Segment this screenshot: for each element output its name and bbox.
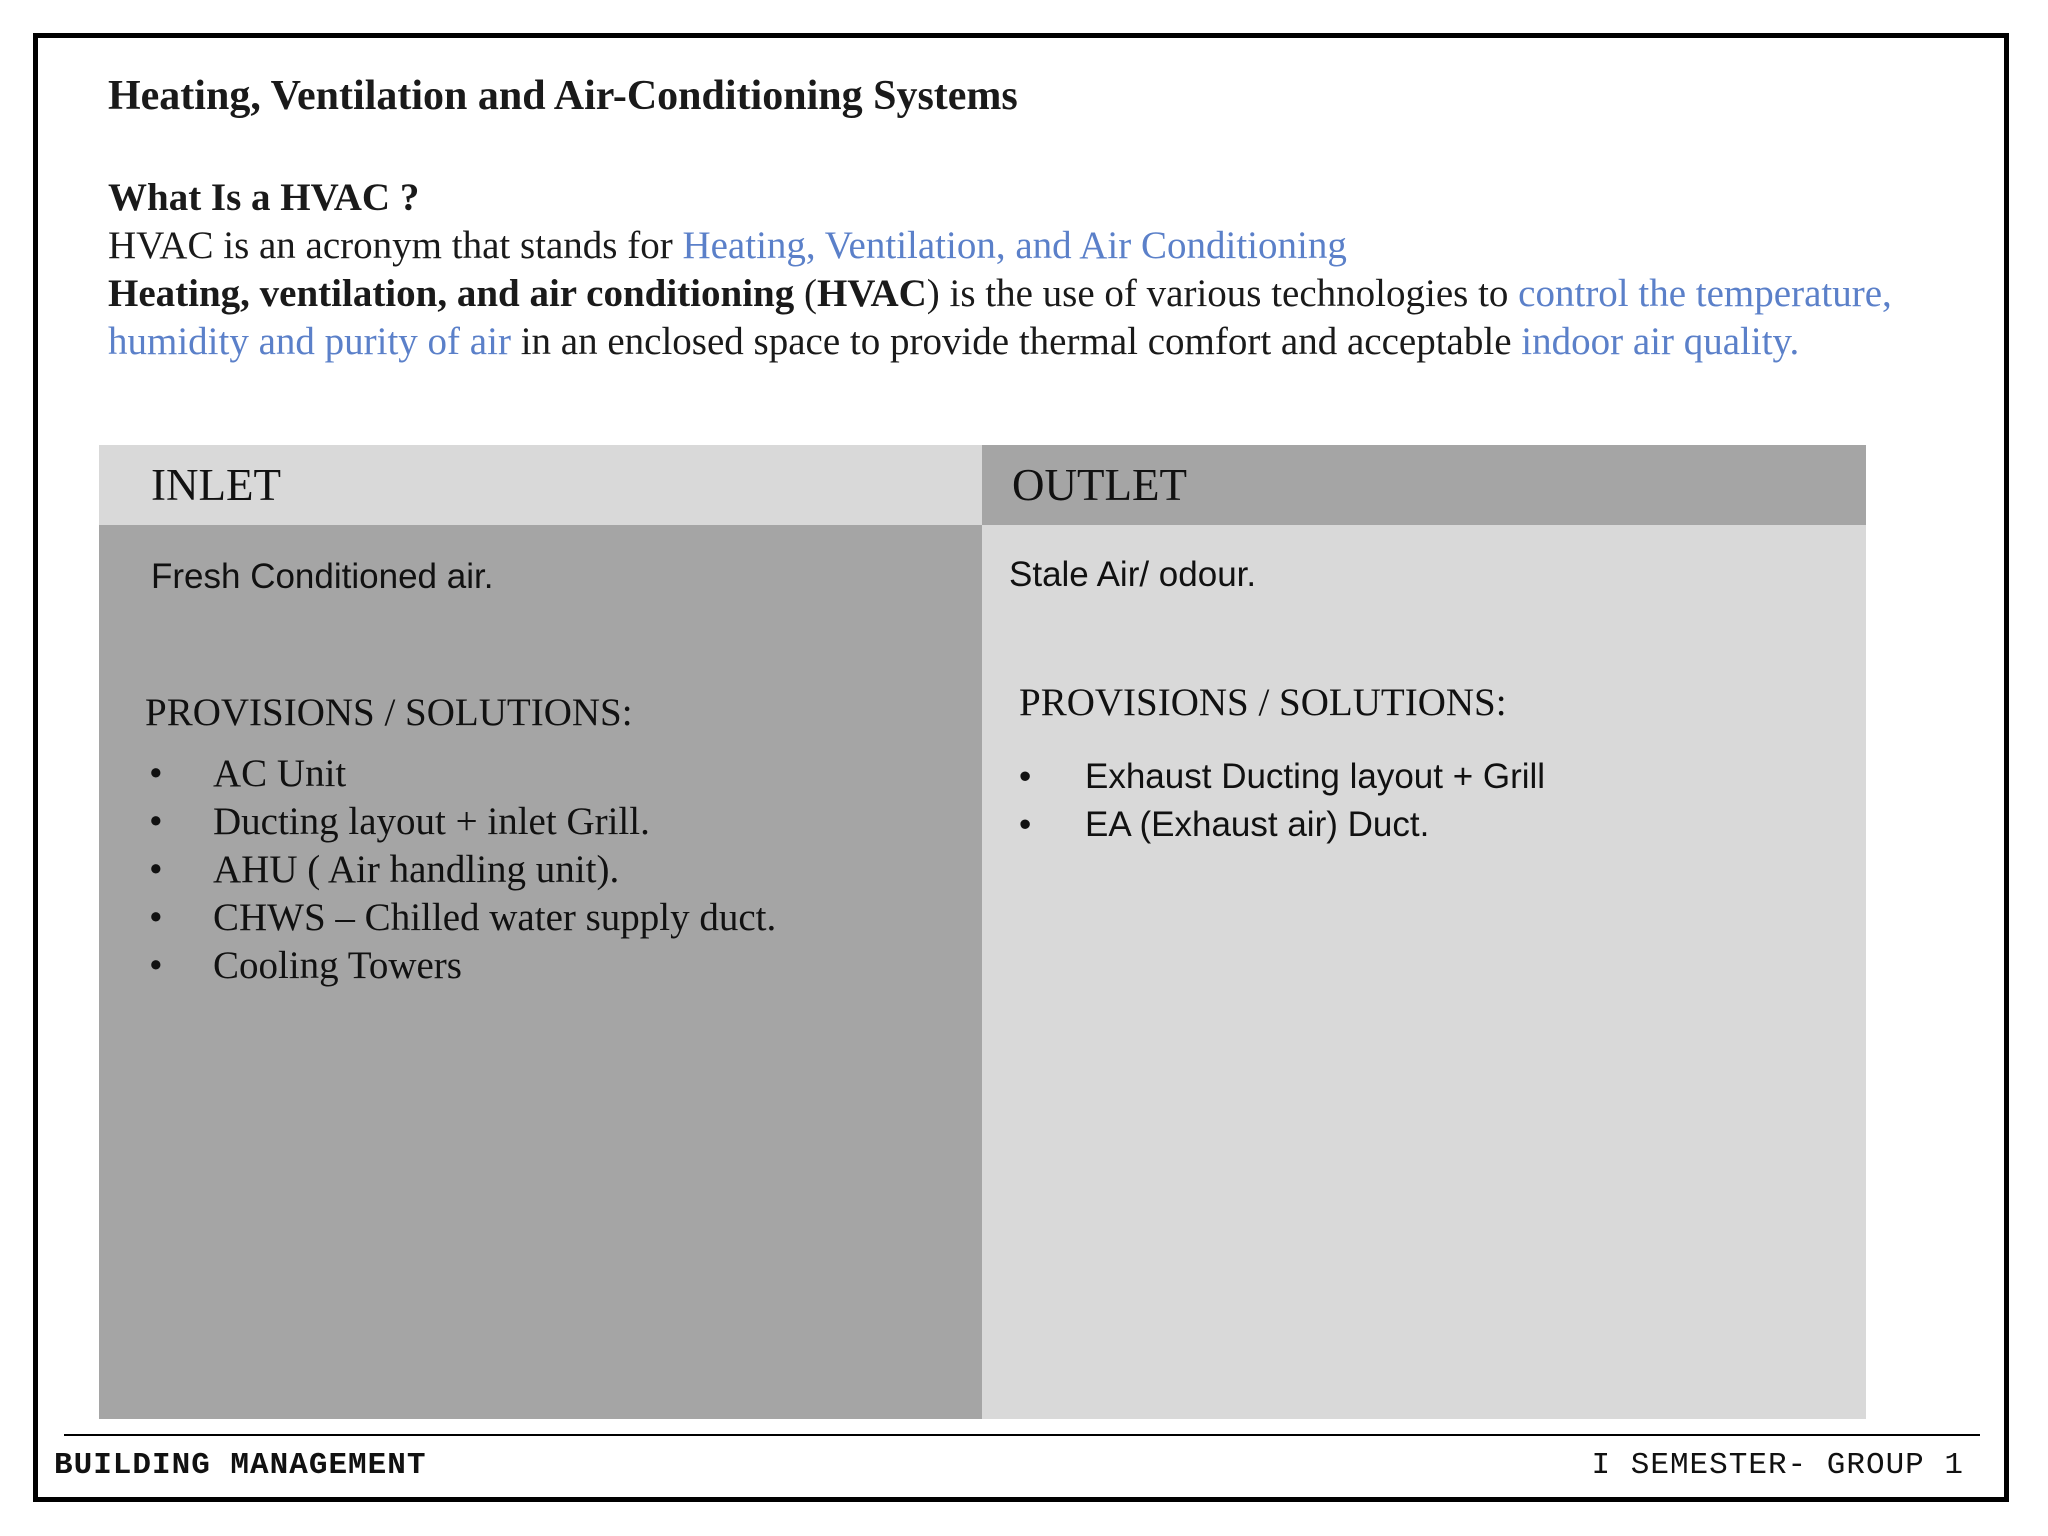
list-item-text: AC Unit [213,752,347,795]
bullet-icon: • [149,896,163,939]
inlet-column [99,445,982,1419]
intro-acronym-highlight: Heating, Ventilation, and Air Conditioning [682,224,1347,267]
inlet-header-cell [99,445,982,525]
outlet-description: Stale Air/ odour. [1009,555,1257,594]
definition-bold-term: Heating, ventilation, and air conditioning [108,272,795,315]
footer-group-label: I SEMESTER- GROUP 1 [1591,1448,1964,1483]
intro-definition [108,270,1938,366]
bullet-icon: • [149,752,163,795]
outlet-header: OUTLET [1012,460,1187,510]
inlet-provisions-label: PROVISIONS / SOLUTIONS: [145,691,633,734]
outlet-body-cell [982,525,1866,1419]
intro-acronym-line [108,222,1938,270]
list-item-text: CHWS – Chilled water supply duct. [213,896,777,939]
outlet-provisions-label: PROVISIONS / SOLUTIONS: [1019,681,1507,724]
list-item [149,894,776,942]
list-item-text: Cooling Towers [213,944,462,987]
footer-divider [64,1434,1980,1436]
definition-bold-acronym: HVAC [816,272,927,315]
list-item-text: EA (Exhaust air) Duct. [1085,805,1430,844]
outlet-column [982,445,1866,1419]
outlet-header-cell [982,445,1866,525]
inlet-body-cell [99,525,982,1419]
definition-text-2: in an enclosed space to provide thermal comfort and acceptable [510,320,1522,363]
list-item [1019,801,1545,849]
page-title: Heating, Ventilation and Air-Conditioning Systems [108,73,1018,119]
inlet-header: INLET [151,460,281,510]
inlet-description: Fresh Conditioned air. [151,557,494,596]
slide-frame [33,33,2009,1502]
footer-course-title: BUILDING MANAGEMENT [54,1448,427,1483]
list-item [149,846,776,894]
inlet-provisions-list [149,750,776,990]
bullet-icon: • [1019,757,1032,796]
definition-highlight-1: control the temperature, humidity and purity of air [108,272,1892,363]
bullet-icon: • [1019,805,1032,844]
list-item [1019,753,1545,801]
list-item [149,798,776,846]
list-item [149,942,776,990]
definition-paren: ( [794,272,817,315]
list-item-text: AHU ( Air handling unit). [213,848,620,891]
definition-highlight-2: indoor air quality. [1521,320,1800,363]
bullet-icon: • [149,800,163,843]
intro-section [108,174,1938,366]
list-item [149,750,776,798]
intro-question: What Is a HVAC ? [108,176,420,219]
bullet-icon: • [149,944,163,987]
list-item-text: Exhaust Ducting layout + Grill [1085,757,1546,796]
bullet-icon: • [149,848,163,891]
inlet-outlet-table [99,445,1866,1419]
intro-acronym-text: HVAC is an acronym that stands for [108,224,683,267]
definition-text-1: ) is the use of various technologies to [926,272,1519,315]
outlet-provisions-list [1019,753,1545,849]
list-item-text: Ducting layout + inlet Grill. [213,800,650,843]
